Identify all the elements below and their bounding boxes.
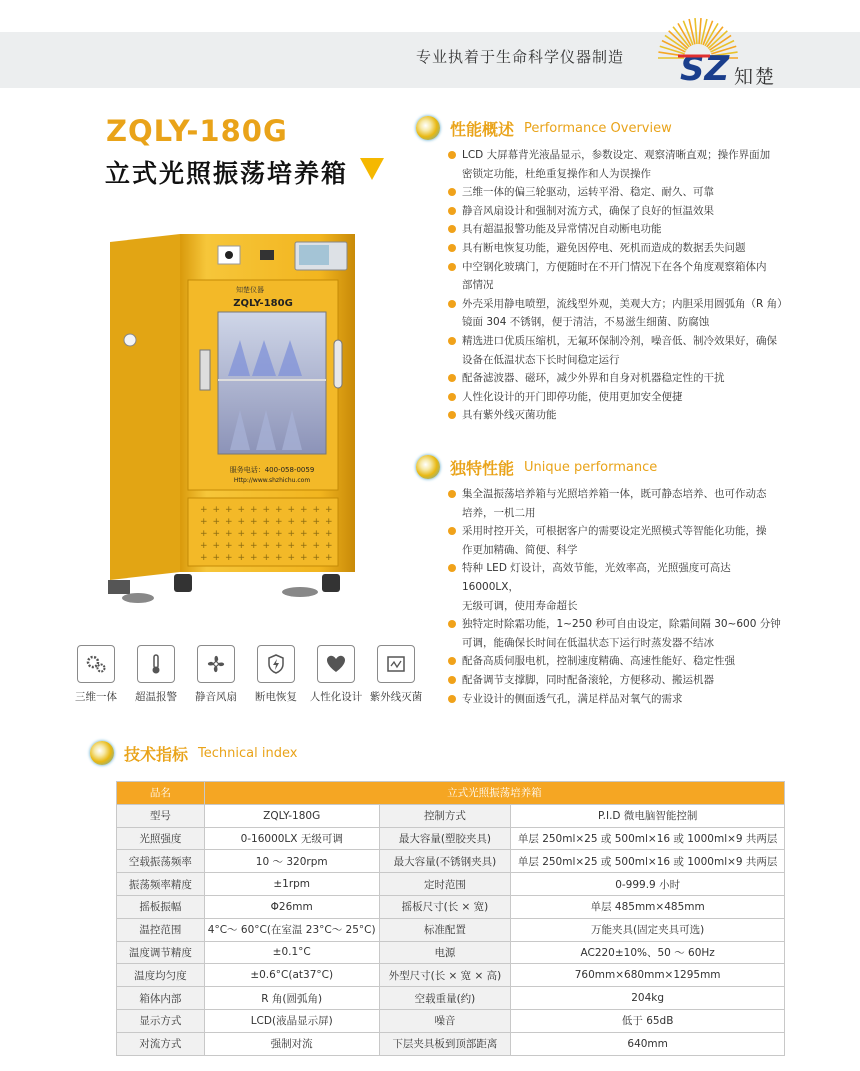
list-item: 精选进口优质压缩机，无氟环保制冷剂，噪音低、制冷效果好，确保 [444, 332, 784, 351]
performance-title-cn: 性能概述 [450, 119, 515, 139]
table-row [117, 827, 785, 850]
table-row [117, 1032, 785, 1055]
svg-text:+: + [325, 529, 333, 539]
list-item: 专业设计的侧面透气孔，满足样品对氧气的需求 [444, 690, 784, 709]
table-cell: 型号 [117, 804, 205, 827]
svg-text:+: + [237, 553, 246, 563]
list-item: 特种 LED 灯设计，高效节能，光效率高，光照强度可高达 16000LX， [444, 559, 784, 596]
list-item: 采用时控开关，可根据客户的需要设定光照模式等智能化功能，操 [444, 522, 784, 541]
table-cell: 温度均匀度 [117, 964, 205, 987]
table-cell: 640mm [511, 1032, 785, 1055]
table-cell: 单层 250ml×25 或 500ml×16 或 1000ml×9 共两层 [511, 850, 785, 873]
table-cell: Φ26mm [204, 895, 379, 918]
svg-text:+: + [300, 553, 308, 563]
section-bullet-icon [416, 116, 440, 140]
technical-section-head [90, 741, 297, 765]
svg-text:+: + [212, 541, 221, 551]
machine-brand-label: 知楚仪器 [236, 286, 264, 294]
table-row [117, 873, 785, 896]
table-cell: 温控范围 [117, 918, 205, 941]
logo-name: 知楚 [734, 66, 777, 88]
list-item: 无级可调，使用寿命超长 [462, 599, 578, 612]
feature-humanized: 人性化设计 [306, 645, 366, 704]
feature-overtemp: 超温报警 [126, 645, 186, 704]
table-cell: 760mm×680mm×1295mm [511, 964, 785, 987]
list-item: 部情况 [462, 279, 494, 292]
svg-text:+: + [312, 553, 321, 563]
svg-text:+: + [312, 529, 321, 539]
feature-power-recovery: 断电恢复 [246, 645, 306, 704]
svg-text:+: + [275, 505, 283, 515]
svg-text:+: + [287, 505, 296, 515]
table-cell: 电源 [379, 941, 511, 964]
svg-text:+: + [200, 517, 208, 527]
svg-text:+: + [300, 529, 308, 539]
table-cell: 4°C～ 60°C(在室温 23°C～ 25°C) [204, 918, 379, 941]
svg-text:+: + [325, 505, 333, 515]
feature-3d: 三维一体 [66, 645, 126, 704]
thermometer-icon [144, 652, 168, 676]
gears-icon [84, 652, 108, 676]
list-item: 静音风扇设计和强制对流方式，确保了良好的恒温效果 [444, 202, 784, 221]
svg-text:+: + [212, 517, 221, 527]
fan-icon [203, 651, 229, 677]
table-cell: 最大容量(不锈钢夹具) [379, 850, 511, 873]
list-item: 具有断电恢复功能，避免因停电、死机而造成的数据丢失问题 [444, 239, 784, 258]
table-cell: 单层 485mm×485mm [511, 895, 785, 918]
table-cell: 强制对流 [204, 1032, 379, 1055]
svg-text:+: + [287, 529, 296, 539]
svg-text:+: + [300, 541, 308, 551]
table-cell: 噪音 [379, 1009, 511, 1032]
list-item: 独特定时除霜功能，1~250 秒可自由设定，除霜间隔 30~600 分钟 [444, 615, 784, 634]
svg-text:+: + [250, 541, 258, 551]
svg-text:+: + [212, 529, 221, 539]
model-title: ZQLY-180G [106, 114, 288, 148]
svg-text:+: + [287, 541, 296, 551]
table-cell: 单层 250ml×25 或 500ml×16 或 1000ml×9 共两层 [511, 827, 785, 850]
svg-text:+: + [237, 505, 246, 515]
table-row [117, 941, 785, 964]
performance-title-en: Performance Overview [524, 120, 672, 136]
svg-text:+: + [200, 505, 208, 515]
svg-text:+: + [312, 517, 321, 527]
table-cell: 204kg [511, 987, 785, 1010]
svg-text:+: + [275, 553, 283, 563]
table-cell: ZQLY-180G [204, 804, 379, 827]
table-cell: 光照强度 [117, 827, 205, 850]
table-cell: 万能夹具(固定夹具可选) [511, 918, 785, 941]
table-cell: ±1rpm [204, 873, 379, 896]
down-triangle-icon [360, 158, 384, 180]
table-cell: P.I.D 微电脑智能控制 [511, 804, 785, 827]
table-cell: 控制方式 [379, 804, 511, 827]
svg-text:+: + [287, 517, 296, 527]
table-row [117, 987, 785, 1010]
section-bullet-icon [416, 455, 440, 479]
list-item: 三维一体的偏三轮驱动，运转平滑、稳定、耐久、可靠 [444, 183, 784, 202]
uv-lamp-icon [384, 652, 408, 676]
list-item: 配备高质伺服电机，控制速度精确、高速性能好、稳定性强 [444, 652, 784, 671]
svg-text:+: + [237, 529, 246, 539]
svg-text:+: + [325, 541, 333, 551]
svg-text:+: + [325, 517, 333, 527]
svg-text:+: + [275, 541, 283, 551]
table-row [117, 964, 785, 987]
svg-text:+: + [325, 553, 333, 563]
table-cell: 空载振荡频率 [117, 850, 205, 873]
svg-text:+: + [225, 505, 233, 515]
machine-service-line: 服务电话：400-058-0059 [229, 466, 315, 474]
tagline: 专业执着于生命科学仪器制造 [416, 48, 625, 66]
list-item: 具有超温报警功能及异常情况自动断电功能 [444, 220, 784, 239]
machine-website: Http://www.shzhichu.com [233, 477, 311, 484]
list-item: 配备调节支撑脚，同时配备滚轮，方便移动、搬运机器 [444, 671, 784, 690]
table-cell: 下层夹具板到顶部距离 [379, 1032, 511, 1055]
performance-list [444, 146, 788, 425]
svg-text:+: + [225, 541, 233, 551]
table-cell: 对流方式 [117, 1032, 205, 1055]
performance-section-head [416, 116, 672, 140]
table-row [117, 895, 785, 918]
svg-text:+: + [225, 529, 233, 539]
power-shield-icon [264, 652, 288, 676]
list-item: 外壳采用静电喷塑，流线型外观，美观大方；内胆采用圆弧角（R 角） [444, 295, 784, 314]
svg-text:+: + [237, 541, 246, 551]
table-row [117, 850, 785, 873]
unique-title-en: Unique performance [524, 459, 658, 475]
svg-text:+: + [200, 529, 208, 539]
table-cell: 温度调节精度 [117, 941, 205, 964]
svg-text:+: + [262, 517, 271, 527]
list-item: 培养，一机二用 [462, 506, 536, 519]
spec-table-header: 品名 立式光照振荡培养箱 [117, 782, 785, 805]
svg-text:+: + [287, 553, 296, 563]
table-cell: 显示方式 [117, 1009, 205, 1032]
unique-title-cn: 独特性能 [450, 458, 515, 478]
svg-text:+: + [262, 541, 271, 551]
machine-model-label: ZQLY-180G [233, 298, 293, 309]
list-item: 人性化设计的开门即停功能，使用更加安全便捷 [444, 388, 784, 407]
svg-text:+: + [312, 505, 321, 515]
product-image [100, 230, 370, 610]
svg-text:+: + [225, 553, 233, 563]
product-title: 立式光照振荡培养箱 [105, 159, 349, 188]
table-cell: 0-16000LX 无级可调 [204, 827, 379, 850]
svg-text:+: + [212, 553, 221, 563]
svg-text:+: + [250, 553, 258, 563]
svg-text:+: + [275, 517, 283, 527]
table-cell: 0-999.9 小时 [511, 873, 785, 896]
svg-text:+: + [262, 505, 271, 515]
list-item: 作更加精确、简便、科学 [462, 543, 578, 556]
svg-text:+: + [312, 541, 321, 551]
heart-icon [324, 652, 348, 676]
svg-text:+: + [300, 505, 308, 515]
table-cell: 最大容量(塑胶夹具) [379, 827, 511, 850]
feature-uv: 紫外线灭菌 [366, 645, 426, 704]
table-cell: ±0.1°C [204, 941, 379, 964]
list-item: 中空钢化玻璃门，方便随时在不开门情况下在各个角度观察箱体内 [444, 258, 784, 277]
list-item: 设备在低温状态下长时间稳定运行 [462, 353, 620, 366]
list-item: 具有紫外线灭菌功能 [444, 406, 784, 425]
table-cell: LCD(液晶显示屏) [204, 1009, 379, 1032]
table-cell: 标准配置 [379, 918, 511, 941]
svg-text:+: + [300, 517, 308, 527]
feature-silent-fan: 静音风扇 [186, 645, 246, 704]
svg-text:+: + [225, 517, 233, 527]
unique-list [444, 485, 784, 708]
table-cell: 箱体内部 [117, 987, 205, 1010]
svg-text:+: + [250, 529, 258, 539]
svg-text:+: + [250, 517, 258, 527]
technical-title-cn: 技术指标 [124, 744, 189, 764]
svg-text:+: + [275, 529, 283, 539]
list-item: 镜面 304 不锈钢，便于清洁，不易滋生细菌、防腐蚀 [462, 316, 710, 329]
table-row [117, 1009, 785, 1032]
table-row [117, 918, 785, 941]
table-cell: 振荡频率精度 [117, 873, 205, 896]
table-cell: AC220±10%、50 ～ 60Hz [511, 941, 785, 964]
table-cell: ±0.6°C(at37°C) [204, 964, 379, 987]
table-cell: 低于 65dB [511, 1009, 785, 1032]
spec-table [116, 781, 785, 1056]
unique-section-head [416, 455, 657, 479]
list-item: 密锁定功能，杜绝重复操作和人为误操作 [462, 167, 651, 180]
technical-title-en: Technical index [198, 745, 298, 761]
svg-text:+: + [262, 553, 271, 563]
table-cell: 10 ～ 320rpm [204, 850, 379, 873]
svg-text:+: + [262, 529, 271, 539]
list-item: LCD 大屏幕背光液晶显示，参数设定、观察清晰直观；操作界面加 [444, 146, 784, 165]
svg-text:+: + [200, 553, 208, 563]
svg-text:+: + [237, 517, 246, 527]
svg-text:+: + [250, 505, 258, 515]
list-item: 集全温振荡培养箱与光照培养箱一体，既可静态培养、也可作动态 [444, 485, 784, 504]
table-cell: 摇板尺寸(长 × 宽) [379, 895, 511, 918]
svg-text:+: + [212, 505, 221, 515]
list-item: 可调，能确保长时间在低温状态下运行时蒸发器不结冰 [462, 636, 714, 649]
section-bullet-icon [90, 741, 114, 765]
table-cell: 外型尺寸(长 × 宽 × 高) [379, 964, 511, 987]
svg-text:+: + [200, 541, 208, 551]
table-row [117, 804, 785, 827]
table-cell: R 角(圆弧角) [204, 987, 379, 1010]
logo-mark: SZ [680, 49, 730, 89]
table-cell: 定时范围 [379, 873, 511, 896]
table-cell: 空载重量(约) [379, 987, 511, 1010]
list-item: 配备滤波器、磁环，减少外界和自身对机器稳定性的干扰 [444, 369, 784, 388]
table-cell: 摇板振幅 [117, 895, 205, 918]
